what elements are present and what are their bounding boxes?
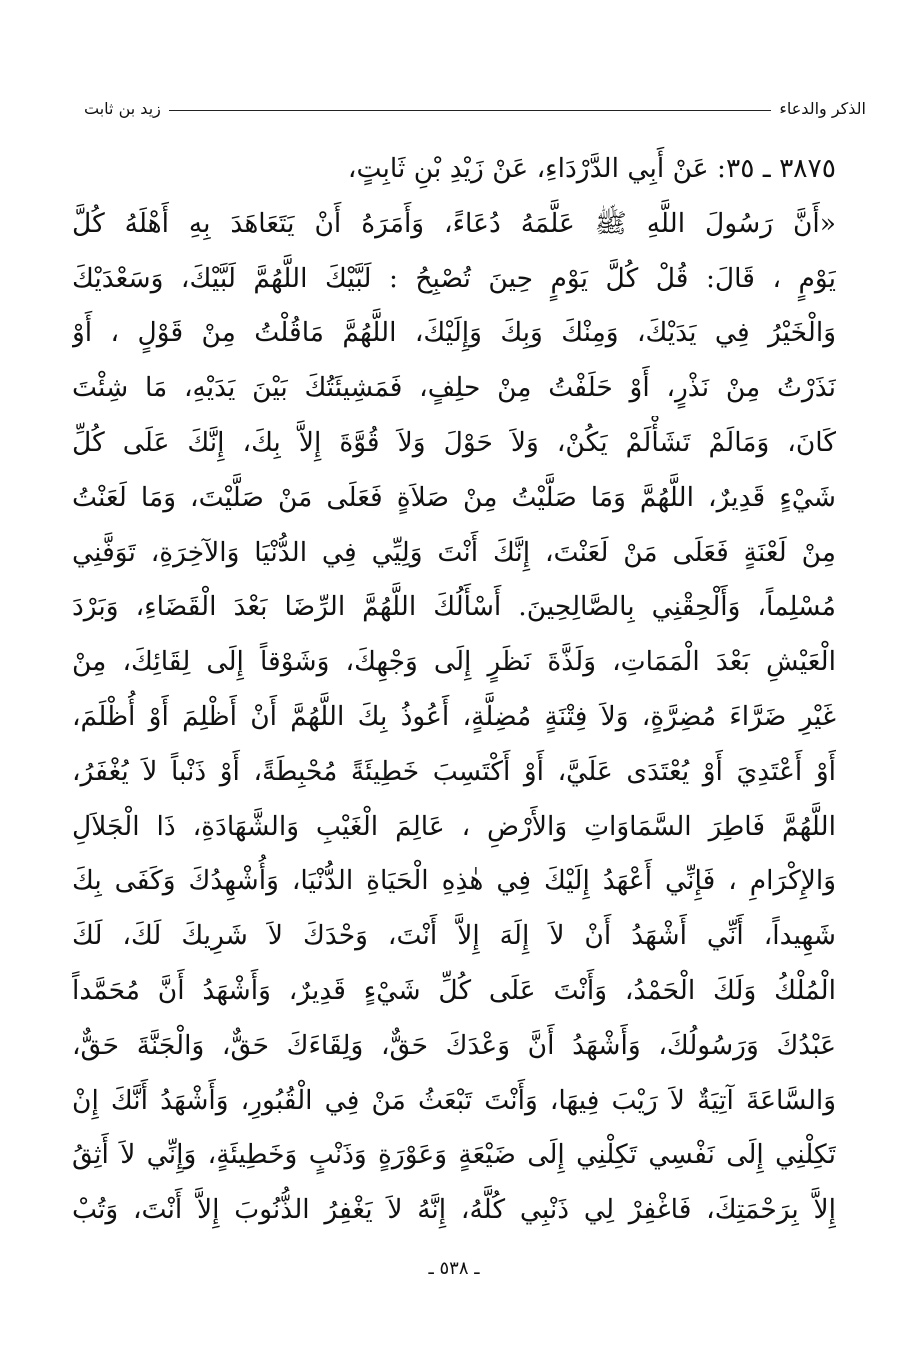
text-line: الْمُلْكُ وَلَكَ الْحَمْدُ، وَأَنْتَ عَلَى كُلِّ شَيْءٍ قَدِيرٌ، وَأَشْهَدُ أَنَّ مُحَمَّداً — [72, 974, 836, 1006]
hadith-text — [72, 142, 836, 1238]
text-line: غَيْرِ ضَرَّاءَ مُضِرَّةٍ، وَلاَ فِتْنَةٍ مُضِلَّةٍ، أَعُوذُ بِكَ اللَّهُمَّ أَنْ أَظْلِمَ أَوْ أُظْلَمَ، — [72, 700, 836, 732]
text-line: وَالْخَيْرُ فِي يَدَيْكَ، وَمِنْكَ وَبِكَ وَإِلَيْكَ، اللَّهُمَّ مَاقُلْتُ مِنْ قَوْلٍ ، أَوْ — [72, 317, 836, 349]
text-line: إِلاَّ بِرَحْمَتِكَ، فَاغْفِرْ لِي ذَنْبِي كُلَّهُ، إِنَّهُ لاَ يَغْفِرُ الذُّنُوبَ إِلاَّ أَنْتَ، وَتُبْ — [72, 1194, 836, 1226]
text-line: وَالإِكْرَامِ ، فَإِنِّي أَعْهَدُ إِلَيْكَ فِي هٰذِهِ الْحَيَاةِ الدُّنْيَا، وَأُشْهِدُكَ وَكَفَى بِكَ — [72, 865, 836, 897]
text-line: عَبْدُكَ وَرَسُولُكَ، وَأَشْهَدُ أَنَّ وَعْدَكَ حَقٌّ، وَلِقَاءَكَ حَقٌّ، وَالْجَنَّةَ حَقٌّ، — [72, 1029, 836, 1061]
header-chapter-title: الذكر والدعاء — [779, 99, 866, 118]
header-rule — [169, 110, 771, 111]
text-line: تَكِلْنِي إِلَى نَفْسِي تَكِلْنِي إِلَى ضَيْعَةٍ وَعَوْرَةٍ وَذَنْبٍ وَخَطِيئَةٍ، وَإِنِّي لاَ أَثِقُ — [72, 1139, 836, 1171]
text-line: الْعَيْشِ بَعْدَ الْمَمَاتِ، وَلَذَّةَ نَظَرٍ إِلَى وَجْهِكَ، وَشَوْقاً إِلَى لِقَائِكَ، مِنْ — [72, 646, 836, 678]
text-line: أَوْ أَعْتَدِيَ أَوْ يُعْتَدَى عَلَيَّ، أَوْ أَكْتَسِبَ خَطِيئَةً مُحْبِطَةً، أَوْ ذَنْباً لاَ يُغْفَرُ، — [72, 755, 836, 787]
text-line: كَانَ، وَمَالَمْ تَشَأْلَمْ يَكُنْ، وَلاَ حَوْلَ وَلاَ قُوَّةَ إِلاَّ بِكَ، إِنَّكَ عَلَى كُلِّ — [72, 426, 836, 458]
text-line: وَالسَّاعَةَ آتِيَةٌ لاَ رَيْبَ فِيهَا، وَأَنْتَ تَبْعَثُ مَنْ فِي الْقُبُورِ، وَأَشْهَدُ أَنَّكَ إِنْ — [72, 1084, 836, 1116]
text-line: شَهِيداً، أَنِّي أَشْهَدُ أَنْ لاَ إِلَهَ إِلاَّ أَنْتَ، وَحْدَكَ لاَ شَرِيكَ لَكَ، لَكَ — [72, 920, 836, 952]
page-number: ـ ٥٣٨ ـ — [428, 1258, 480, 1279]
running-header — [84, 88, 866, 118]
header-section-title: زيد بن ثابت — [84, 99, 161, 118]
text-line: يَوْمٍ ، قَالَ: قُلْ كُلَّ يَوْمٍ حِينَ تُصْبِحُ : لَبَّيْكَ اللَّهُمَّ لَبَّيْكَ، وَسَعْدَيْكَ — [72, 262, 836, 294]
text-line: مِنْ لَعْنَةٍ فَعَلَى مَنْ لَعَنْتَ، إِنَّكَ أَنْتَ وَلِيِّي فِي الدُّنْيَا وَالآخِرَةِ، تَوَفَّنِي — [72, 536, 836, 568]
text-line: مُسْلِماً، وَأَلْحِقْنِي بِالصَّالِحِينَ. أَسْأَلُكَ اللَّهُمَّ الرِّضَا بَعْدَ الْقَضَاءِ، وَبَرْدَ — [72, 591, 836, 623]
text-line: «أَنَّ رَسُولَ اللَّهِ ﷺ عَلَّمَهُ دُعَاءً، وَأَمَرَهُ أَنْ يَتَعَاهَدَ بِهِ أَهْلَهُ كُلَّ — [72, 207, 836, 239]
text-line: شَيْءٍ قَدِيرٌ، اللَّهُمَّ وَمَا صَلَّيْتُ مِنْ صَلاَةٍ فَعَلَى مَنْ صَلَّيْتَ، وَمَا لَعَنْتُ — [72, 481, 836, 513]
text-line: اللَّهُمَّ فَاطِرَ السَّمَاوَاتِ وَالأَرْضِ ، عَالِمَ الْغَيْبِ وَالشَّهَادَةِ، ذَا الْجَلاَلِ — [72, 810, 836, 842]
text-line: نَذَرْتُ مِنْ نَذْرٍ، أَوْ حَلَفْتُ مِنْ حلِفٍ، فَمَشِيئَتُكَ بَيْنَ يَدَيْهِ، مَا شِئْتَ — [72, 372, 836, 404]
text-line: ٣٨٧٥ ـ ٣٥: عَنْ أَبِي الدَّرْدَاءِ، عَنْ زَيْدِ بْنِ ثَابِتٍ، — [347, 153, 836, 184]
